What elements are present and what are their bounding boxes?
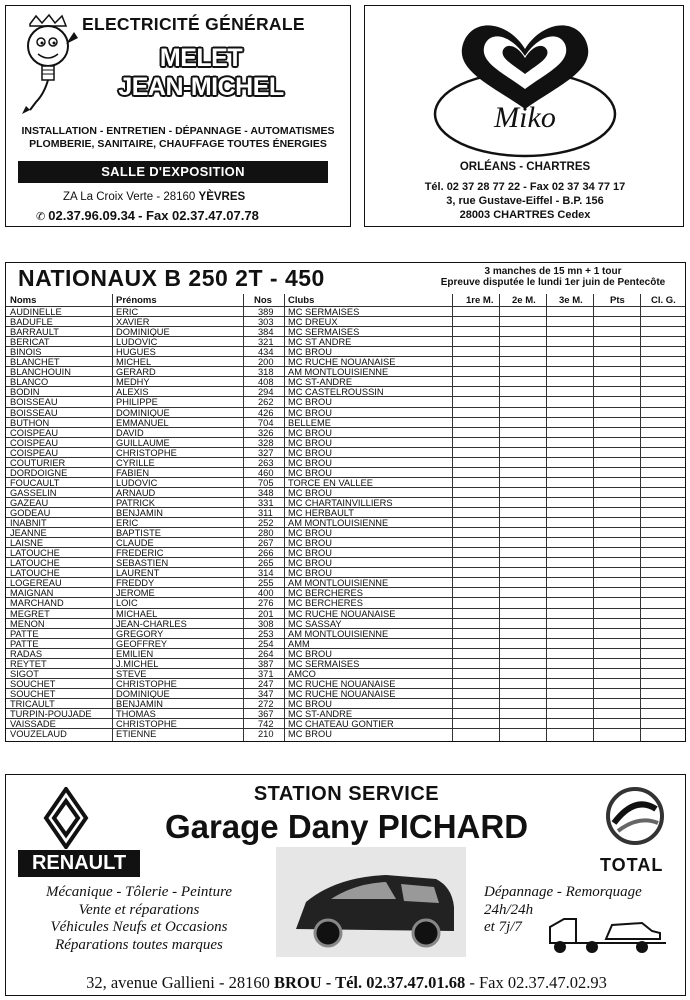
cell-numero: 276 [258, 598, 274, 609]
table-title: NATIONAUX B 250 2T - 450 [18, 265, 325, 291]
company-name-line1: MELET [159, 44, 243, 72]
cell-numero: 264 [258, 648, 274, 659]
cell-club: AMCO [288, 668, 316, 679]
cell-numero: 247 [258, 678, 274, 689]
cell-nom: SOUCHET [10, 688, 56, 699]
cell-nom: SIGOT [10, 668, 39, 679]
cell-prenom: ETIENNE [116, 729, 157, 740]
cell-nom: BARRAULT [10, 327, 59, 338]
cell-club: MC BERCHERES [288, 598, 363, 609]
cell-club: MC ST-ANDRE [288, 377, 353, 388]
cell-prenom: HUGUES [116, 347, 156, 358]
column-divider [112, 294, 113, 741]
tel-fax: Tél. 02 37 28 77 22 - Fax 02 37 34 77 17 [424, 181, 626, 193]
cell-club: AM MONTLOUISIENNE [288, 628, 389, 639]
cell-prenom: GREGORY [116, 628, 164, 639]
header-prenoms: Prénoms [116, 295, 157, 306]
cell-prenom: MICHAEL [116, 608, 158, 619]
cell-nom: BLANCHOUIN [10, 367, 71, 378]
service-line: Vente et réparations [78, 901, 200, 918]
cell-nom: COISPEAU [10, 427, 59, 438]
cell-prenom: DAVID [116, 427, 144, 438]
cell-prenom: GUILLAUME [116, 437, 170, 448]
cell-nom: BOISSEAU [10, 397, 58, 408]
cell-prenom: BENJAMIN [116, 698, 164, 709]
contact-info [365, 180, 685, 222]
cell-club: AMM [288, 638, 310, 649]
address: 32, avenue Gallieni - 28160 [86, 973, 270, 992]
cell-numero: 201 [258, 608, 274, 619]
cell-numero: 327 [258, 447, 274, 458]
cell-nom: LOGEREAU [10, 578, 62, 589]
cell-nom: COISPEAU [10, 447, 59, 458]
footer-contact [6, 973, 687, 993]
cell-prenom: GEOFFREY [116, 638, 168, 649]
cell-prenom: MICHEL [116, 357, 152, 368]
cell-numero: 262 [258, 397, 274, 408]
cell-club: MC BROU [288, 467, 332, 478]
cell-nom: TURPIN-POUJADE [10, 709, 92, 719]
column-divider [640, 294, 641, 741]
cell-club: MC BROU [288, 427, 332, 438]
race-info-line1: 3 manches de 15 mn + 1 tour [484, 266, 622, 277]
cell-club: MC SERMAISES [288, 327, 360, 338]
cell-prenom: BAPTISTE [116, 528, 161, 539]
cell-numero: 308 [258, 618, 274, 629]
column-divider [243, 294, 244, 741]
cell-club: MC CASTELROUSSIN [288, 387, 384, 398]
cell-nom: TRICAULT [10, 698, 55, 709]
cell-prenom: ARNAUD [116, 487, 156, 498]
cell-prenom: PATRICK [116, 497, 155, 508]
cell-numero: 742 [258, 719, 274, 730]
cell-numero: 389 [258, 307, 274, 317]
cell-numero: 705 [258, 477, 274, 488]
fax: - Fax 02.37.47.02.93 [469, 973, 607, 992]
cell-numero: 266 [258, 548, 274, 559]
cell-prenom: FREDDY [116, 578, 155, 589]
tel: - Tél. 02.37.47.01.68 [325, 973, 466, 992]
service-line: Véhicules Neufs et Occasions [50, 919, 228, 935]
header-nos: Nos [254, 295, 272, 306]
cell-club: MC ST-ANDRE [288, 709, 353, 719]
cell-club: AM MONTLOUISIENNE [288, 578, 389, 589]
race-info [420, 266, 686, 288]
cell-nom: MARCHAND [10, 598, 64, 609]
cell-numero: 255 [258, 578, 274, 589]
cell-club: MC BERCHERES [288, 588, 363, 599]
city: BROU [273, 973, 322, 992]
cell-prenom: BENJAMIN [116, 508, 164, 518]
cell-prenom: SEBASTIEN [116, 558, 169, 569]
cell-club: MC BROU [288, 698, 332, 709]
cell-club: AM MONTLOUISIENNE [288, 367, 389, 378]
header-m2: 2e M. [512, 295, 536, 306]
cell-numero: 347 [258, 688, 274, 699]
service-line: et 7j/7 [484, 919, 522, 935]
cell-prenom: FREDERIC [116, 548, 164, 559]
cell-nom: LAISNE [10, 538, 44, 549]
cell-nom: JEANNE [10, 528, 47, 539]
city: 28003 CHARTRES Cedex [459, 209, 591, 221]
cell-nom: BERICAT [10, 337, 50, 348]
column-divider [452, 294, 453, 741]
cell-numero: 303 [258, 317, 274, 328]
cell-club: MC SERMAISES [288, 307, 360, 317]
cell-club: MC RUCHE NOUANAISE [288, 608, 396, 619]
cell-prenom: GERARD [116, 367, 156, 378]
address-street: ZA La Croix Verte - 28160 [63, 191, 196, 203]
cell-nom: LATOUCHE [10, 548, 60, 559]
cell-prenom: PHILIPPE [116, 397, 158, 408]
cell-prenom: LUDOVIC [116, 337, 158, 348]
cell-club: MC BROU [288, 528, 332, 539]
cell-numero: 426 [258, 407, 274, 418]
cell-numero: 704 [258, 417, 274, 428]
cell-numero: 253 [258, 628, 274, 639]
cell-numero: 408 [258, 377, 274, 388]
cell-prenom: DOMINIQUE [116, 688, 170, 699]
cell-prenom: JEROME [116, 588, 155, 599]
cell-nom: BINOIS [10, 347, 42, 358]
cell-nom: GASSELIN [10, 487, 57, 498]
services [6, 125, 350, 151]
cell-club: TORCE EN VALLEE [288, 477, 373, 488]
cell-club: MC BROU [288, 548, 332, 559]
cell-nom: BOISSEAU [10, 407, 58, 418]
race-info-line2: Epreuve disputée le lundi 1er juin de Pentecôte [440, 277, 666, 288]
cell-nom: MEGRET [10, 608, 50, 619]
cell-prenom: CHRISTOPHE [116, 678, 177, 689]
phone-number: 02.37.96.09.34 [48, 208, 136, 223]
tow-truck-icon [546, 909, 671, 957]
cell-numero: 434 [258, 347, 274, 358]
cell-numero: 460 [258, 467, 274, 478]
cell-prenom: CHRISTOPHE [116, 719, 177, 730]
ad-miko [364, 5, 684, 227]
cell-club: MC SASSAY [288, 618, 342, 629]
cell-numero: 367 [258, 709, 274, 719]
cell-club: MC DREUX [288, 317, 338, 328]
cell-prenom: ALEXIS [116, 387, 149, 398]
cities: ORLÉANS - CHARTRES [459, 161, 591, 173]
company-name [86, 44, 316, 102]
cell-club: MC BROU [288, 407, 332, 418]
cell-nom: LATOUCHE [10, 568, 60, 579]
cell-club: MC BROU [288, 447, 332, 458]
cell-numero: 318 [258, 367, 274, 378]
address-city: YÈVRES [198, 191, 246, 203]
cell-numero: 265 [258, 558, 274, 569]
lightbulb-mascot-icon [16, 14, 82, 119]
cell-prenom: J.MICHEL [116, 658, 159, 669]
cell-club: MC RUCHE NOUANAISE [288, 357, 396, 368]
cell-numero: 321 [258, 337, 274, 348]
cell-prenom: XAVIER [116, 317, 150, 328]
cell-prenom: ERIC [116, 518, 139, 529]
cell-nom: BUTHON [10, 417, 50, 428]
cell-club: MC RUCHE NOUANAISE [288, 678, 396, 689]
cell-prenom: LAURENT [116, 568, 160, 579]
cell-prenom: CYRILLE [116, 457, 155, 468]
cell-prenom: CHRISTOPHE [116, 447, 177, 458]
ad-electricite [5, 5, 351, 227]
service-line: 24h/24h [484, 901, 534, 918]
cell-numero: 311 [258, 508, 273, 518]
cell-numero: 263 [258, 457, 274, 468]
cell-numero: 200 [258, 357, 274, 368]
cell-numero: 384 [258, 327, 274, 338]
header-clubs: Clubs [288, 295, 315, 306]
cell-numero: 371 [258, 668, 274, 679]
cell-nom: SOUCHET [10, 678, 56, 689]
cell-nom: INABNIT [10, 518, 47, 529]
street: 3, rue Gustave-Eiffel - B.P. 156 [446, 195, 604, 207]
cell-club: MC CHATEAU GONTIER [288, 719, 394, 730]
cell-numero: 348 [258, 487, 274, 498]
company-name-line2: JEAN-MICHEL [118, 73, 284, 101]
cell-prenom: DOMINIQUE [116, 327, 170, 338]
cell-nom: VOUZELAUD [10, 729, 67, 740]
cell-nom: FOUCAULT [10, 477, 60, 488]
salle-exposition-banner: SALLE D'EXPOSITION [18, 161, 328, 183]
cell-club: MC SERMAISES [288, 658, 360, 669]
cell-nom: GAZEAU [10, 497, 49, 508]
cell-nom: BODIN [10, 387, 40, 398]
header-noms: Noms [10, 295, 37, 306]
header-m3: 3e M. [559, 295, 583, 306]
miko-heart-logo-icon [430, 14, 620, 159]
brand-name: Miko [494, 101, 556, 134]
column-divider [499, 294, 500, 741]
cell-club: MC BROU [288, 487, 332, 498]
ad-garage [5, 774, 686, 996]
cell-prenom: LOIC [116, 598, 138, 609]
cell-numero: 387 [258, 658, 274, 669]
cell-prenom: FABIEN [116, 467, 150, 478]
services-left [26, 884, 252, 954]
cell-nom: VAISSADE [10, 719, 56, 730]
cell-numero: 252 [258, 518, 274, 529]
cell-nom: BLANCO [10, 377, 49, 388]
cell-numero: 267 [258, 538, 274, 549]
cell-numero: 314 [258, 568, 274, 579]
cell-nom: COUTURIER [10, 457, 66, 468]
cell-nom: MAIGNAN [10, 588, 54, 599]
header-clg: Cl. G. [651, 295, 676, 306]
cell-nom: DORDOIGNE [10, 467, 68, 478]
fax-number: - Fax 02.37.47.07.78 [138, 208, 259, 223]
cell-prenom: STEVE [116, 668, 147, 679]
cell-numero: 272 [258, 698, 274, 709]
cell-prenom: THOMAS [116, 709, 156, 719]
total-logo-icon [604, 785, 666, 847]
ad-title: ELECTRICITÉ GÉNÉRALE [82, 14, 305, 34]
cell-nom: BLANCHET [10, 357, 60, 368]
cell-numero: 254 [258, 638, 274, 649]
cell-nom: BADUFLE [10, 317, 53, 328]
cell-club: MC ST ANDRE [288, 337, 352, 348]
cell-nom: MENON [10, 618, 45, 629]
cell-club: AM MONTLOUISIENNE [288, 518, 389, 529]
cell-club: MC RUCHE NOUANAISE [288, 688, 396, 699]
cell-nom: GODEAU [10, 508, 51, 518]
cell-club: MC BROU [288, 729, 332, 740]
service-line: Mécanique - Tôlerie - Peinture [45, 884, 233, 900]
cell-nom: AUDINELLE [10, 307, 62, 317]
station-service: STATION SERVICE [253, 783, 440, 805]
cell-numero: 210 [258, 729, 274, 740]
cell-prenom: DOMINIQUE [116, 407, 170, 418]
services-line1: INSTALLATION - ENTRETIEN - DÉPANNAGE - AUTOMATISMES [21, 125, 335, 137]
services-line2: PLOMBERIE, SANITAIRE, CHAUFFAGE TOUTES ÉNERGIES [29, 138, 327, 150]
phone-icon: ✆ [36, 211, 46, 223]
cell-club: MC BROU [288, 347, 332, 358]
phone-line [36, 208, 259, 223]
cell-prenom: LUDOVIC [116, 477, 158, 488]
cell-prenom: EMMANUEL [116, 417, 169, 428]
column-divider [546, 294, 547, 741]
cell-club: MC BROU [288, 437, 332, 448]
results-table [5, 262, 686, 742]
total-label: TOTAL [600, 855, 664, 875]
cell-club: MC BROU [288, 457, 332, 468]
cell-prenom: ERIC [116, 307, 139, 317]
service-line: Dépannage - Remorquage [484, 884, 642, 900]
cell-numero: 326 [258, 427, 274, 438]
cell-nom: COISPEAU [10, 437, 59, 448]
cell-club: MC BROU [288, 558, 332, 569]
cell-prenom: EMILIEN [116, 648, 154, 659]
column-divider [593, 294, 594, 741]
cell-club: MC BROU [288, 568, 332, 579]
cell-prenom: JEAN-CHARLES [116, 618, 187, 629]
cell-nom: REYTET [10, 658, 47, 669]
cell-club: MC CHARTAINVILLIERS [288, 497, 393, 508]
garage-name: Garage Dany PICHARD [164, 808, 529, 845]
cell-club: MC BROU [288, 538, 332, 549]
car-image-icon [276, 847, 466, 957]
renault-label: RENAULT [18, 850, 140, 877]
address [63, 191, 245, 203]
service-line: Réparations toutes marques [55, 936, 223, 953]
cell-club: BELLEME [288, 417, 331, 428]
cell-nom: PATTE [10, 638, 39, 649]
cell-numero: 400 [258, 588, 274, 599]
header-pts: Pts [610, 295, 625, 306]
cell-nom: LATOUCHE [10, 558, 60, 569]
header-m1: 1re M. [466, 295, 494, 306]
cell-nom: PATTE [10, 628, 39, 639]
table-row [6, 728, 685, 739]
cell-numero: 328 [258, 437, 274, 448]
column-divider [284, 294, 285, 741]
cell-prenom: CLAUDE [116, 538, 154, 549]
cell-prenom: MEDHY [116, 377, 150, 388]
cell-numero: 331 [258, 497, 274, 508]
cell-numero: 294 [258, 387, 274, 398]
cell-nom: RADAS [10, 648, 43, 659]
cell-numero: 280 [258, 528, 274, 539]
cell-club: MC BROU [288, 397, 332, 408]
cell-club: MC BROU [288, 648, 332, 659]
cell-club: MC HERBAULT [288, 508, 354, 518]
